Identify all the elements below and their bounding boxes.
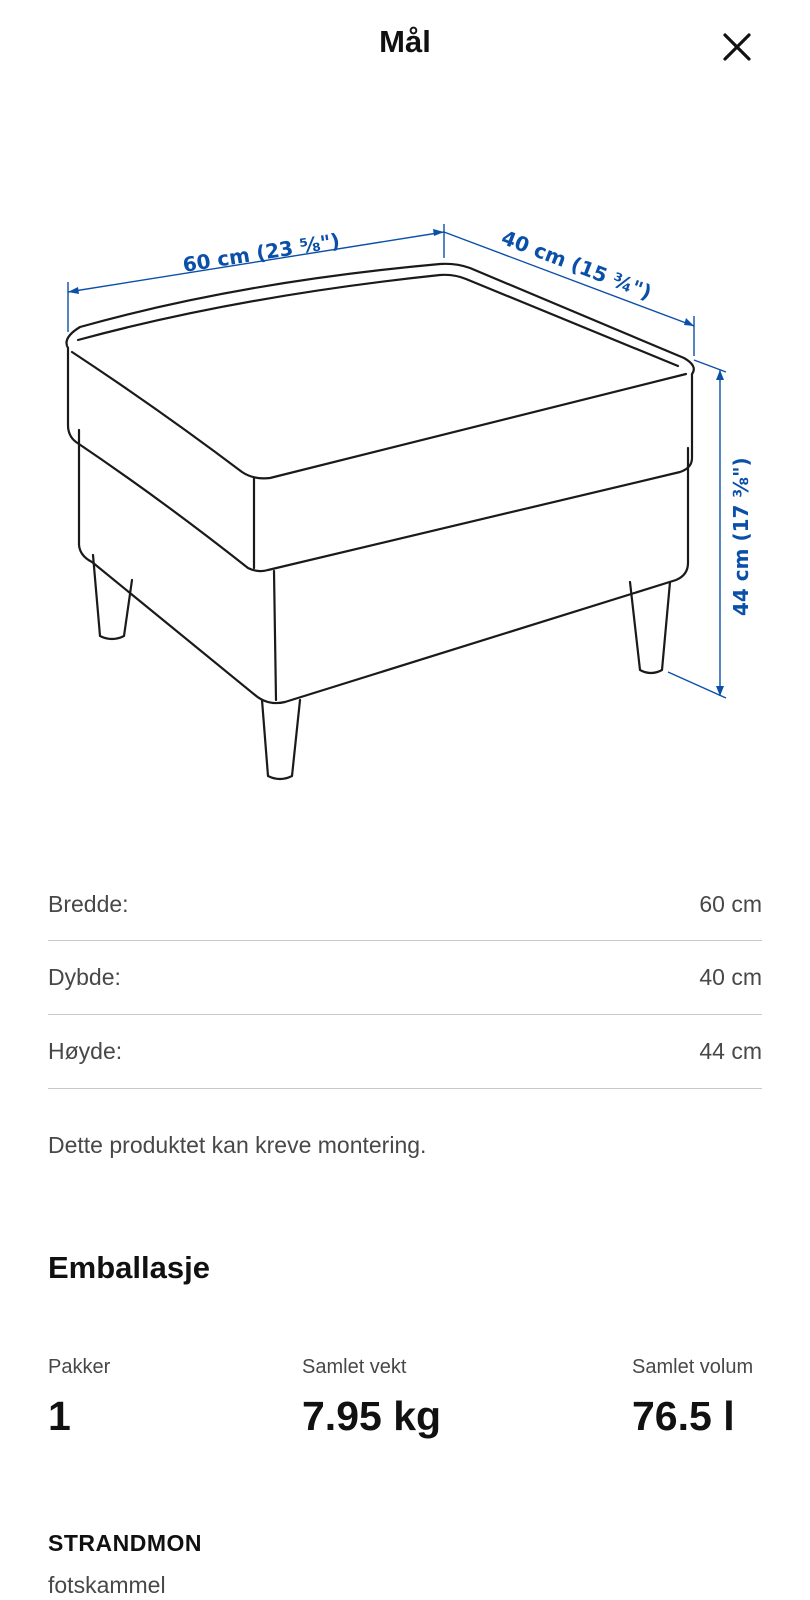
product-name: STRANDMON — [48, 1530, 202, 1556]
dimension-label: Bredde: — [48, 890, 129, 917]
product-dimension-illustration — [40, 210, 770, 790]
close-button[interactable] — [712, 22, 762, 72]
dimension-row-width — [48, 868, 762, 941]
depth-dimension-label: 40 cm (15 ¾") — [498, 225, 655, 305]
dimension-row-height — [48, 1015, 762, 1089]
dimension-value: 60 cm — [699, 890, 762, 917]
packaging-heading: Emballasje — [48, 1250, 210, 1285]
close-icon — [722, 32, 752, 62]
dimension-table — [48, 868, 762, 1089]
assembly-note: Dette produktet kan kreve montering. — [48, 1132, 427, 1158]
stat-total-weight — [302, 1356, 441, 1440]
dimension-value: 40 cm — [699, 964, 762, 990]
stat-value: 1 — [48, 1393, 71, 1439]
modal-header — [0, 0, 810, 88]
height-dimension-label: 44 cm (17 ⅜") — [729, 457, 753, 616]
dimension-row-depth — [48, 941, 762, 1015]
dimension-value: 44 cm — [699, 1038, 762, 1064]
stat-label: Pakker — [48, 1356, 111, 1378]
width-dimension-label: 60 cm (23 ⅝") — [181, 228, 342, 277]
dimension-label: Høyde: — [48, 1038, 123, 1064]
stat-label: Samlet volum — [632, 1356, 754, 1378]
page-title: Mål — [379, 24, 431, 59]
product-type: fotskammel — [48, 1572, 166, 1598]
stat-packages — [48, 1356, 110, 1440]
stat-label: Samlet vekt — [302, 1356, 407, 1378]
stat-value: 7.95 kg — [302, 1393, 442, 1439]
stat-value: 76.5 l — [632, 1393, 735, 1439]
dimension-label: Dybde: — [48, 964, 121, 990]
stat-total-volume — [632, 1356, 753, 1440]
